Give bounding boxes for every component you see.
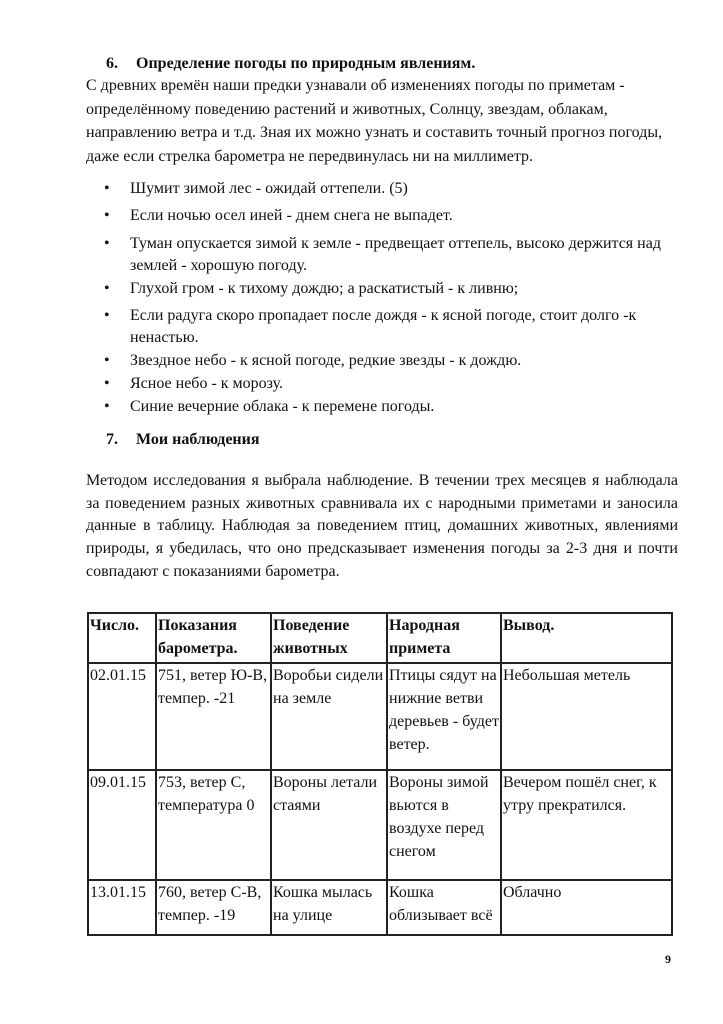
list-item: • Туман опускается зимой к земле - предвещает оттепель, высоко держится над землей - хорошую погоду. — [86, 233, 686, 277]
cell-barometer: 753, ветер С, температура 0 — [156, 770, 271, 880]
header-folk-sign: Народная примета — [387, 613, 501, 663]
list-item: • Ясное небо - к морозу. — [86, 373, 686, 395]
cell-folk-sign: Кошка облизывает всё — [387, 880, 501, 935]
cell-date: 09.01.15 — [88, 770, 156, 880]
section-7-heading — [106, 431, 260, 449]
list-item: • Шумит зимой лес - ожидай оттепели. (5) — [86, 178, 686, 200]
cell-animal-behavior: Вороны летали стаями — [271, 770, 387, 880]
cell-conclusion: Небольшая метель — [501, 663, 672, 770]
page-number: 9 — [665, 952, 671, 966]
cell-barometer: 751, ветер Ю-В, темпер. -21 — [156, 663, 271, 770]
list-item: • Если ночью осел иней - днем снега не выпадет. — [86, 205, 686, 227]
cell-barometer: 760, ветер С-В, темпер. -19 — [156, 880, 271, 935]
table-header-row — [88, 613, 672, 663]
section-6-heading — [106, 55, 475, 73]
header-date: Число. — [88, 613, 156, 663]
list-item: • Если радуга скоро пропадает после дождя - к ясной погоде, стоит долго -к ненастью. — [86, 305, 686, 349]
section-7-paragraph: Методом исследования я выбрала наблюдение. В течении трех месяцев я наблюдала за поведением разных животных сравнивала их с народными приметами и заносила данные в таблицу. Наблюдая за поведением птиц, домашних животных, явлениями природы, я убедилась, что оно предсказывает изменения погоды за 2-3 дня и почти совпадают с показаниями барометра. — [86, 472, 678, 580]
cell-conclusion: Облачно — [501, 880, 672, 935]
list-item: • Синие вечерние облака - к перемене погоды. — [86, 396, 686, 418]
list-item: • Глухой гром - к тихому дождю; а раскатистый - к ливню; — [86, 278, 686, 300]
table-row — [88, 880, 672, 935]
weather-signs-list — [86, 178, 686, 418]
observations-table — [87, 612, 673, 936]
table-row — [88, 663, 672, 770]
header-conclusion: Вывод. — [501, 613, 672, 663]
cell-conclusion: Вечером пошёл снег, к утру прекратился. — [501, 770, 672, 880]
cell-animal-behavior: Воробьи сидели на земле — [271, 663, 387, 770]
section-title: Мои наблюдения — [136, 431, 260, 448]
cell-folk-sign: Птицы сядут на нижние ветви деревьев - будет ветер. — [387, 663, 501, 770]
header-barometer: Показания барометра. — [156, 613, 271, 663]
section-6-paragraph: С древних времён наши предки узнавали об изменениях погоды по приметам - определённому поведению растений и животных, Солнцу, звездам, облакам, направлению ветра и т.д. Зная их можно узнать и составить точный прогноз погоды, даже если стрелка барометра не передвинулась ни на миллиметр. — [86, 77, 663, 165]
section-title: Определение погоды по природным явлениям. — [136, 55, 476, 72]
header-animal-behavior: Поведение животных — [271, 613, 387, 663]
section-number: 7. — [106, 431, 118, 448]
list-item: • Звездное небо - к ясной погоде, редкие звезды - к дождю. — [86, 350, 686, 372]
cell-folk-sign: Вороны зимой вьются в воздухе перед снегом — [387, 770, 501, 880]
cell-date: 02.01.15 — [88, 663, 156, 770]
cell-date: 13.01.15 — [88, 880, 156, 935]
section-number: 6. — [106, 55, 118, 72]
cell-animal-behavior: Кошка мылась на улице — [271, 880, 387, 935]
table-row — [88, 770, 672, 880]
